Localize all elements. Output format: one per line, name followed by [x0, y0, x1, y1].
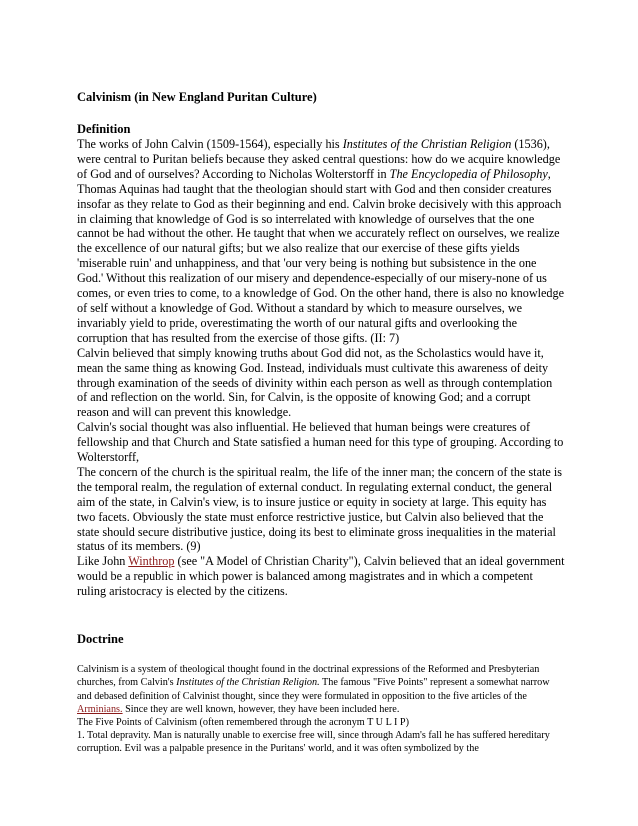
book-title: Institutes of the Christian Religion.	[176, 677, 320, 689]
definition-section	[77, 137, 565, 599]
text-run: (see "A Model of Christian Charity"), Calvin believed that an ideal government would be a republic in which power is balanced among magistrates and in which a competent ruling aristocracy is elected by the citizens.	[77, 554, 565, 599]
arminians-link[interactable]: Arminians.	[77, 703, 123, 715]
doctrine-section	[77, 663, 565, 755]
doctrine-heading: Doctrine	[77, 632, 124, 647]
text-run: Like John	[77, 554, 129, 569]
church-state-quote-paragraph: The concern of the church is the spiritual realm, the life of the inner man; the concern of the state is the temporal realm, the regulation of external conduct. In regulating external conduct, the general aim of the state, in Calvin's view, is to insure justice or equity in society at large. This equity has two facets. Obviously the state must enforce restrictive justice, but Calvin also believed that the state should secure distributive justice, doing its best to eliminate gross inequalities in the material status of its members. (9)	[77, 464, 562, 554]
text-run: (1536), were central to Puritan beliefs because they asked central questions: how do we acquire knowledge of God and of ourselves? According to Nicholas Wolterstorff in	[77, 137, 561, 181]
text-run: ,	[547, 166, 551, 181]
definition-paragraph-4: Calvin's social thought was also influential. He believed that human beings were creatures of fellowship and that Church and State satisfied a human need for this type of grouping. According to Wolterstorff,	[77, 420, 564, 465]
source-title: The Encyclopedia of Philosophy	[389, 166, 548, 181]
text-run: Since they are well known, however, they have been included here.	[122, 703, 400, 715]
definition-paragraph-3: Calvin believed that simply knowing truths about God did not, as the Scholastics would have it, mean the same thing as knowing God. Instead, individuals must cultivate this awareness of deity through examination of the seeds of divinity within each person as well as through contemplation of and reflection on the world. Sin, for Calvin, is the opposite of knowing God; and a corrupt reason and will can prevent this knowledge.	[77, 345, 553, 420]
document-content	[77, 90, 565, 756]
five-points-heading: The Five Points of Calvinism (often remembered through the acronym T U L I P)	[77, 716, 409, 728]
book-title: Institutes of the Christian Religion	[342, 137, 512, 151]
text-run: The famous "Five Points" represent a somewhat narrow and debased definition of Calvinist thought, since they were formulated in opposition to the five articles of the	[77, 677, 550, 702]
doctrine-paragraph-1	[77, 663, 565, 716]
text-run: The works of John Calvin (1509-1564), especially his	[77, 137, 343, 151]
total-depravity-paragraph: 1. Total depravity. Man is naturally unable to exercise free will, since through Adam's fall he has suffered hereditary corruption. Evil was a palpable presence in the Puritans' world, and it was often symbolized by the	[77, 730, 550, 755]
definition-paragraph-6	[77, 554, 565, 599]
definition-paragraph-1	[77, 137, 565, 182]
document-title: Calvinism (in New England Puritan Culture)	[77, 90, 317, 104]
definition-heading: Definition	[77, 122, 131, 136]
winthrop-link[interactable]: Winthrop	[128, 554, 175, 569]
section-spacer	[77, 599, 565, 632]
aquinas-quote-paragraph: Thomas Aquinas had taught that the theologian should start with God and then consider creatures insofar as they relate to God as their beginning and end. Calvin broke decisively with this approach in claiming that knowledge of God is so interrelated with knowledge of ourselves that the one cannot be had without the other. He taught that when we accurately reflect on ourselves, we realize the excellence of our natural gifts; but we also realize that our exercise of these gifts yields 'miserable ruin' and unhappiness, and that 'our very being is nothing but subsistence in the one God.' Without this realization of our misery and dependence-especially of our misery-none of us comes, or even tries to come, to a knowledge of God. On the other hand, there is also no knowledge of self without a knowledge of God. Without a standard by which to measure ourselves, we invariably yield to pride, overestimating the worth of our natural gifts and overlooking the corruption that has resulted from the exercise of those gifts. (II: 7)	[77, 181, 565, 345]
text-run: Calvinism is a system of theological thought found in the doctrinal expressions of the Reformed and Presbyterian churches, from Calvin's	[77, 664, 540, 689]
